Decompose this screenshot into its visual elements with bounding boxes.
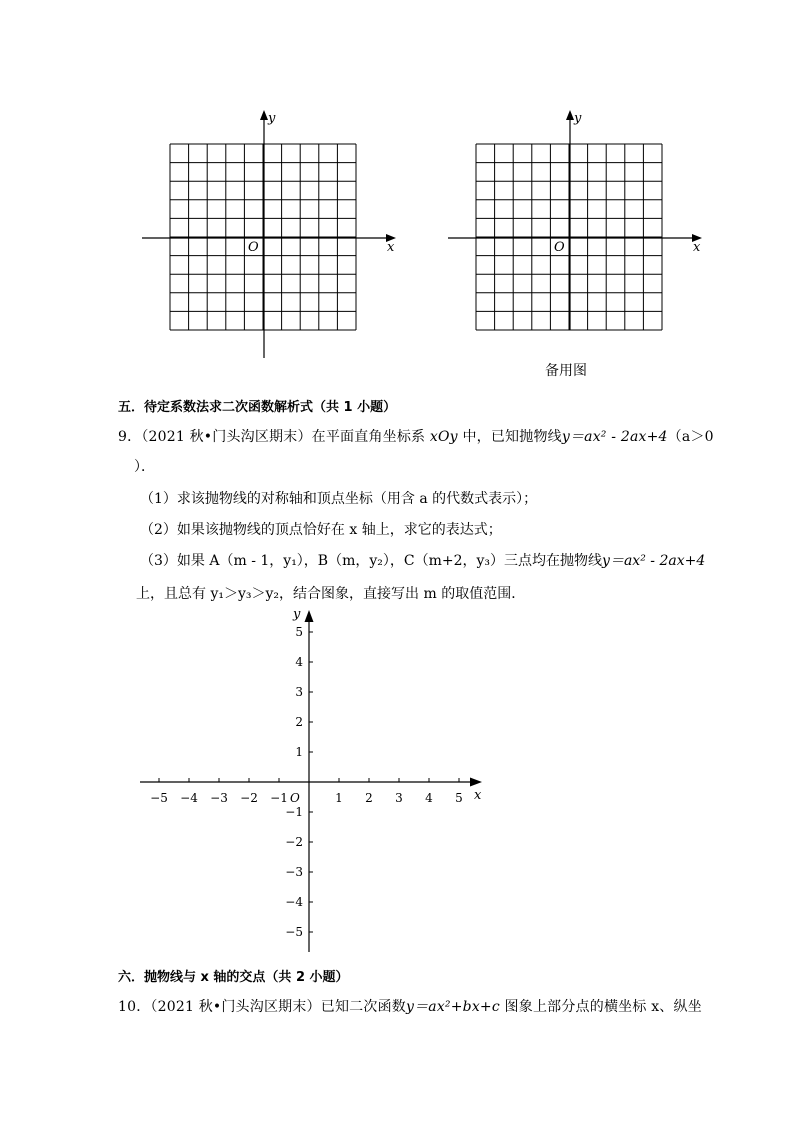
- q9-stem-xoy: xOy: [429, 429, 458, 445]
- section6-heading: 六．抛物线与 x 轴的交点（共 2 小题）: [118, 970, 349, 985]
- q9-part3-line2: 上，且总有 y₁＞y₃＞y₂，结合图象，直接写出 m 的取值范围．: [136, 586, 526, 602]
- axes-y-tick-label: −5: [285, 925, 303, 939]
- section5-heading: 五．待定系数法求二次函数解析式（共 1 小题）: [118, 400, 397, 415]
- q9-condition-close: ）．: [134, 459, 155, 475]
- axes-y-label: y: [293, 607, 301, 622]
- q10-source: （2021 秋•门头沟区期末）: [150, 999, 321, 1015]
- axes-x-tick-label: −3: [210, 791, 228, 805]
- grid-left-y-arrow: [260, 110, 268, 120]
- grid-left-lines: [170, 144, 356, 330]
- axes-x-tick-label: −4: [180, 791, 198, 805]
- grid-figure-left: [140, 108, 400, 363]
- q10-text-b: 图象上部分点的横坐标 x、纵坐: [499, 999, 702, 1015]
- axes-y-tick-label: 3: [295, 685, 303, 699]
- grid-right-caption: 备用图: [545, 363, 587, 379]
- axes-y-tick-label: 2: [295, 715, 303, 729]
- grid-right-y-label: y: [574, 111, 582, 126]
- q9-part1: （1）求该抛物线的对称轴和顶点坐标（用含 a 的代数式表示）；: [140, 491, 538, 507]
- axes-y-tick-label: −4: [285, 895, 303, 909]
- axes-y-tick-label: −2: [285, 835, 303, 849]
- axes-x-tick-label: −2: [240, 791, 258, 805]
- axes-y-tick-label: −1: [285, 805, 303, 819]
- axes-y-tick-label: 5: [295, 625, 303, 639]
- q9-part3-a: （3）如果 A（m - 1，y₁），B（m，y₂），C（m+2，y₃）三点均在抛物线: [140, 553, 603, 569]
- grid-left-y-label: y: [268, 111, 276, 126]
- grid-left-origin-label: O: [248, 240, 259, 255]
- axes-y-tick-label: 1: [295, 745, 303, 759]
- axes-x-tick-label: 3: [395, 791, 403, 805]
- axes-x-label: x: [474, 788, 482, 803]
- axes-x-arrow: [470, 778, 482, 787]
- grid-right-origin-label: O: [554, 240, 565, 255]
- q9-equation: y＝ax² - 2ax+4: [561, 429, 668, 445]
- axes-origin-label: O: [290, 791, 300, 805]
- q9-number: 9．: [118, 429, 142, 445]
- axes-x-tick-label: −5: [150, 791, 168, 805]
- axes-y-tick-label: 4: [295, 655, 303, 669]
- q9-stem-a: 在平面直角坐标系: [311, 429, 430, 445]
- q9-part3-equation: y＝ax² - 2ax+4: [602, 553, 706, 569]
- axes-y-tick-label: −3: [285, 865, 303, 879]
- axes-x-tick-label: 5: [455, 791, 463, 805]
- q9-part3-line1: [140, 550, 705, 570]
- axes-x-tick-label: −1: [270, 791, 288, 805]
- axes-figure: [130, 600, 500, 960]
- q9-first-line: [118, 426, 714, 446]
- grid-right-y-arrow: [566, 110, 574, 120]
- grid-right-x-label: x: [693, 240, 701, 255]
- q10-equation: y＝ax²+bx+c: [405, 999, 500, 1015]
- q9-condition: （a＞0: [667, 429, 714, 445]
- q9-source: （2021 秋•门头沟区期末）: [141, 429, 312, 445]
- q10-number: 10．: [118, 999, 151, 1015]
- axes-x-tick-label: 2: [365, 791, 373, 805]
- q9-part2: （2）如果该抛物线的顶点恰好在 x 轴上，求它的表达式；: [140, 522, 502, 538]
- grid-right-lines: [476, 144, 662, 330]
- grid-left-x-label: x: [387, 240, 395, 255]
- q10-first-line: [118, 996, 702, 1016]
- axes-x-tick-label: 1: [335, 791, 343, 805]
- grid-figure-right: [446, 108, 706, 363]
- axes-x-tick-label: 4: [425, 791, 433, 805]
- q9-stem-b: 中，已知抛物线: [457, 429, 562, 445]
- axes-y-arrow: [305, 610, 314, 622]
- q10-text-a: 已知二次函数: [320, 999, 406, 1015]
